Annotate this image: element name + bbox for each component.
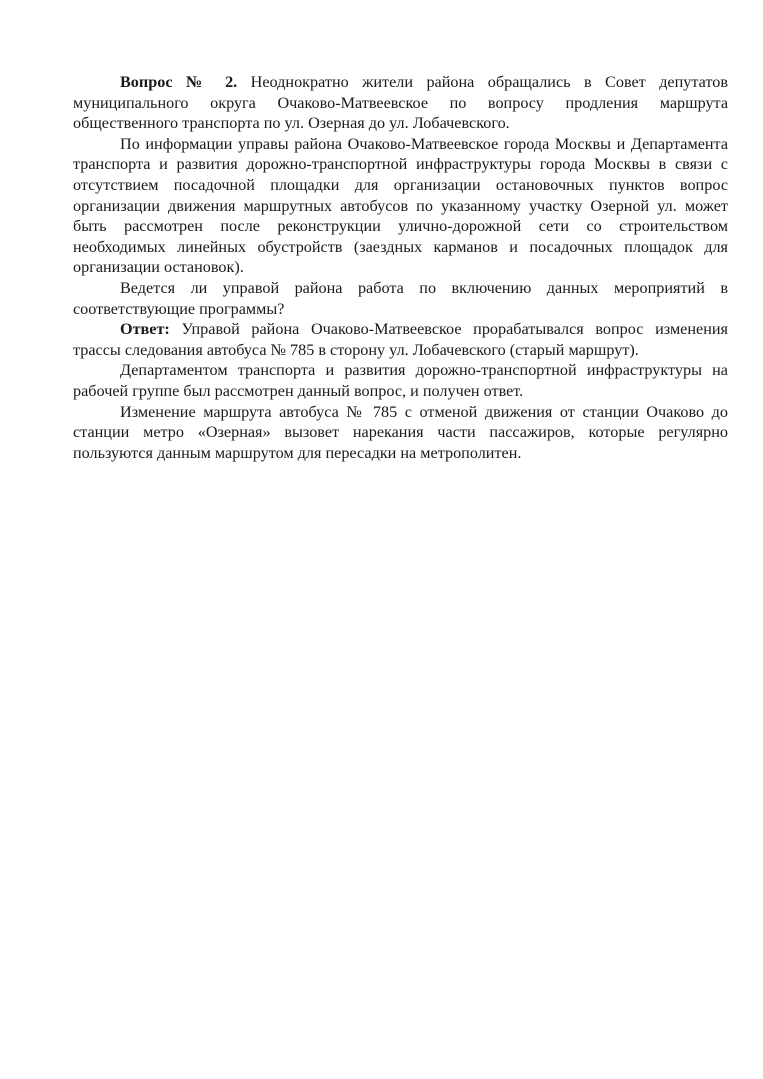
question-text: Неоднократно жители района обращались в Совет депутатов муниципального округа Очаково-Матвеевское по вопросу продления маршрута общественного транспорта по ул. Озерная до ул. Лобачевского. [73,73,729,133]
answer-paragraph [73,319,728,360]
answer-label: Ответ: [120,320,170,339]
inquiry-paragraph: Ведется ли управой района работа по включению данных мероприятий в соответствующие программы? [73,278,728,318]
department-paragraph: Департаментом транспорта и развития дорожно-транспортной инфраструктуры на рабочей группе был рассмотрен данный вопрос, и получен ответ. [73,361,728,400]
question-label: Вопрос № 2. [120,73,238,91]
info-paragraph: По информации управы района Очаково-Матвеевское города Москвы и Департамента транспорта и развития дорожно-транспортной инфраструктуры города Москвы в связи с отсутствием посадочной площадки для организации остановочных пунктов вопрос организации движения маршрутных автобусов по указанному участку Озерной ул. может быть рассмотрен после реконструкции улично-дорожной сети со строительством необходимых линейных обустройств (заездных карманов и посадочных площадок для организации остановок). [73,134,728,277]
route-change-paragraph: Изменение маршрута автобуса № 785 с отменой движения от станции Очаково до станции метро «Озерная» вызовет нарекания части пассажиров, которые регулярно пользуются данным маршрутом для пересадки на метрополитен. [73,402,728,462]
question-paragraph [73,72,728,134]
document-page [73,72,728,463]
answer-text: Управой района Очаково-Матвеевское прорабатывался вопрос изменения трассы следования автобуса № 785 в сторону ул. Лобачевского (старый маршрут). [73,320,728,359]
